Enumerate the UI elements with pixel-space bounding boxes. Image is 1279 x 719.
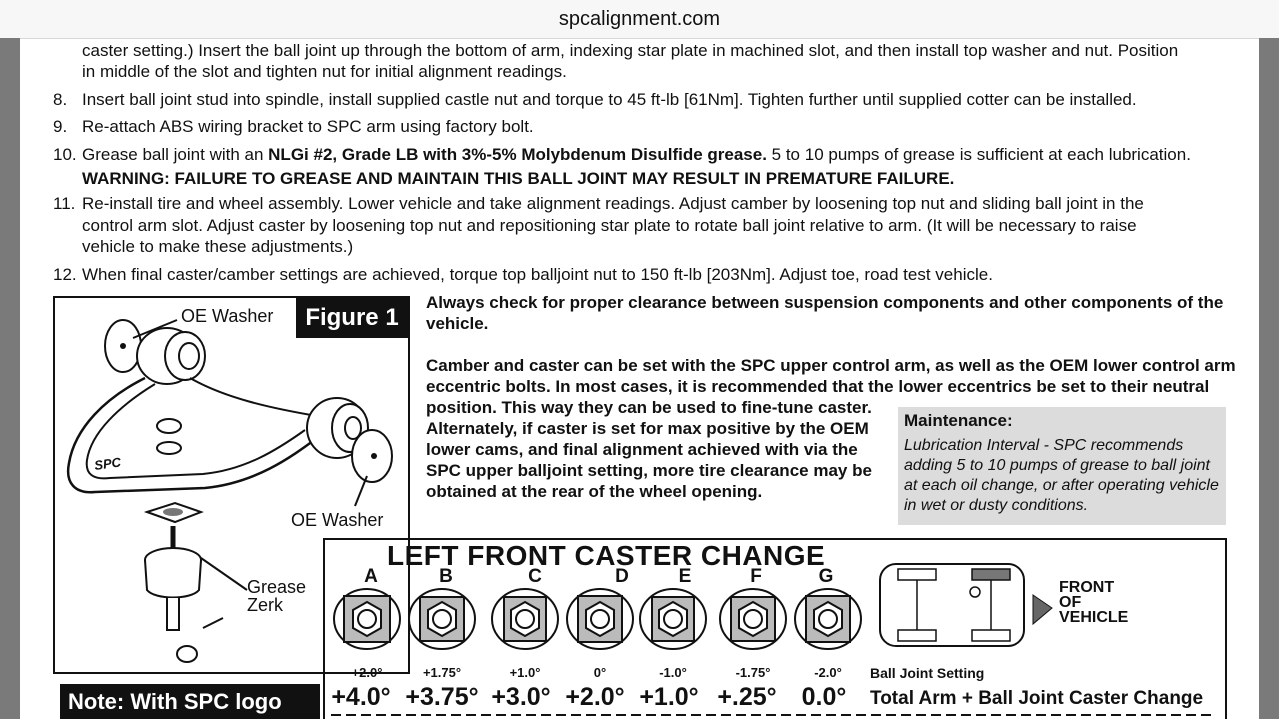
caster-chart-title: LEFT FRONT CASTER CHANGE (387, 540, 826, 571)
ball-joint-setting-f: -1.75° (735, 665, 771, 680)
total-change-a: +4.0° (331, 683, 391, 711)
column-letter-c: C (528, 566, 542, 587)
oe-washer-bottom-label: OE Washer (291, 510, 384, 530)
camber-line-2: eccentric bolts. In most cases, it is recommended that the lower eccentrics be set to their neutral (426, 377, 1210, 396)
step-10-post: 5 to 10 pumps of grease is sufficient at each lubrication. (766, 145, 1191, 164)
column-letter-d: D (615, 566, 629, 587)
column-letter-g: G (818, 566, 834, 587)
grease-zerk-leader (201, 558, 247, 590)
camber-line-4: Alternately, if caster is set for max positive by the OEM (426, 419, 869, 438)
ball-joint-taper (167, 598, 179, 630)
total-change-f: +.25° (717, 683, 777, 711)
bottom-washer-leader (355, 476, 367, 506)
camber-line-1: Camber and caster can be set with the SPC upper control arm, as well as the OEM lower control arm (426, 356, 1236, 375)
page-gutter-left (0, 38, 20, 719)
ball-joint-setting-label: Ball Joint Setting (870, 665, 985, 681)
ball-joint-setting-d: 0° (593, 665, 607, 680)
total-change-d: +2.0° (565, 683, 625, 711)
document-page (20, 39, 1259, 719)
maintenance-title: Maintenance: (904, 411, 1013, 430)
ball-joint-setting-g: -2.0° (814, 665, 842, 680)
step-12-number: 12. (53, 265, 77, 284)
step-9-text: Re-attach ABS wiring bracket to SPC arm using factory bolt. (82, 117, 534, 136)
step-10-grease-spec: NLGi #2, Grade LB with 3%-5% Molybdenum Disulfide grease. (268, 145, 767, 164)
grease-zerk-label-2: Zerk (247, 595, 283, 615)
caster-diagram-e (640, 589, 706, 649)
top-nut (157, 419, 181, 433)
step-11-line-2: control arm slot. Adjust caster by loosening top nut and repositioning star plate to rotate ball joint relative to arm. (It will be necessary to raise (82, 216, 1137, 235)
url-text[interactable]: spcalignment.com (558, 8, 721, 30)
spc-logo-note: Note: With SPC logo (60, 684, 320, 719)
total-change-g: 0.0° (801, 683, 847, 711)
column-letter-f: F (750, 566, 762, 587)
caster-diagram-f (720, 589, 786, 649)
step-10-number: 10. (53, 145, 77, 164)
camber-line-6: SPC upper balljoint setting, more tire clearance may be (426, 461, 872, 480)
vehicle-top-view-icon (880, 564, 1024, 646)
ball-joint-setting-c: +1.0° (509, 665, 541, 680)
step-7-continuation-line-1: caster setting.) Insert the ball joint up through the bottom of arm, indexing star plate in machined slot, and then install top washer and nut. Position (82, 41, 1179, 60)
top-washer-hole (120, 343, 126, 349)
caster-diagram-b (409, 589, 475, 649)
step-11-line-1: Re-install tire and wheel assembly. Lower vehicle and take alignment readings. Adjust camber by loosening top nut and sliding ball joint in the (82, 194, 1144, 213)
column-letter-e: E (678, 566, 692, 587)
front-label-2: OF (1059, 594, 1082, 611)
step-10-pre: Grease ball joint with an (82, 145, 269, 164)
front-of-vehicle-label (1059, 580, 1128, 625)
figure-1-label: Figure 1 (296, 298, 408, 338)
maintenance-body: Lubrication Interval - SPC recommends adding 5 to 10 pumps of grease to ball joint at each oil change, or after operating vehicle in wet or dusty conditions. (904, 437, 1219, 514)
total-change-c: +3.0° (491, 683, 551, 711)
front-bushing-bore (179, 343, 199, 369)
caster-diagram-d (567, 589, 633, 649)
step-10-text (82, 144, 1191, 165)
bottom-washer-hole (371, 453, 377, 459)
front-direction-arrow (1033, 595, 1052, 624)
step-8-number: 8. (53, 90, 68, 109)
paragraph-gap (426, 334, 1246, 355)
step-8-text: Insert ball joint stud into spindle, install supplied castle nut and torque to 45 ft-lb [61Nm]. Tighten further until supplied cotter can be installed. (82, 90, 1137, 109)
step-7-continuation-line-2: in middle of the slot and tighten nut for initial alignment readings. (82, 62, 567, 81)
clearance-line-1: Always check for proper clearance between suspension components and other components of the (426, 293, 1224, 312)
step-9-number: 9. (53, 117, 68, 136)
cotter-pin (203, 618, 223, 628)
star-plate-center (163, 508, 183, 516)
step-12-text: When final caster/camber settings are achieved, torque top balljoint nut to 150 ft-lb [203Nm]. Adjust toe, road test vehicle. (82, 265, 993, 284)
total-change-e: +1.0° (639, 683, 699, 711)
top-washer (157, 442, 181, 454)
maintenance-box (898, 407, 1226, 525)
arm-rear-member (190, 378, 317, 416)
caster-diagram-a (334, 589, 400, 649)
camber-line-3: position. This way they can be used to fine-tune caster. (426, 398, 872, 417)
clearance-line-2: vehicle. (426, 314, 489, 333)
page-gutter-right (1259, 38, 1279, 719)
grease-zerk-label-1: Grease (247, 577, 307, 597)
caster-diagram-c (492, 589, 558, 649)
arm-spc-logo: SPC (93, 454, 122, 473)
ball-joint-body (145, 560, 201, 598)
castle-nut (177, 646, 197, 662)
left-front-caster-change-chart (323, 538, 1227, 719)
camber-line-5: lower cams, and final alignment achieved with via the (426, 440, 858, 459)
total-caster-change-label: Total Arm + Ball Joint Caster Change (870, 688, 1204, 709)
camber-line-7: obtained at the rear of the wheel opening. (426, 482, 763, 501)
total-change-b: +3.75° (405, 683, 479, 711)
browser-address-bar[interactable] (0, 0, 1279, 39)
step-10-warning: WARNING: FAILURE TO GREASE AND MAINTAIN THIS BALL JOINT MAY RESULT IN PREMATURE FAILURE. (82, 169, 955, 188)
front-label-3: VEHICLE (1059, 609, 1129, 626)
ball-joint-setting-b: +1.75° (422, 665, 462, 680)
step-11-line-3: vehicle to make these adjustments.) (82, 237, 354, 256)
column-letter-b: B (439, 566, 453, 587)
column-letter-a: A (364, 566, 378, 587)
caster-diagram-g (795, 589, 861, 649)
front-label-1: FRONT (1059, 579, 1115, 596)
step-11-number: 11. (53, 194, 76, 213)
ball-joint-setting-e: -1.0° (659, 665, 687, 680)
ball-joint-setting-a: +2.0° (351, 665, 383, 680)
oe-washer-top-label: OE Washer (181, 306, 274, 326)
